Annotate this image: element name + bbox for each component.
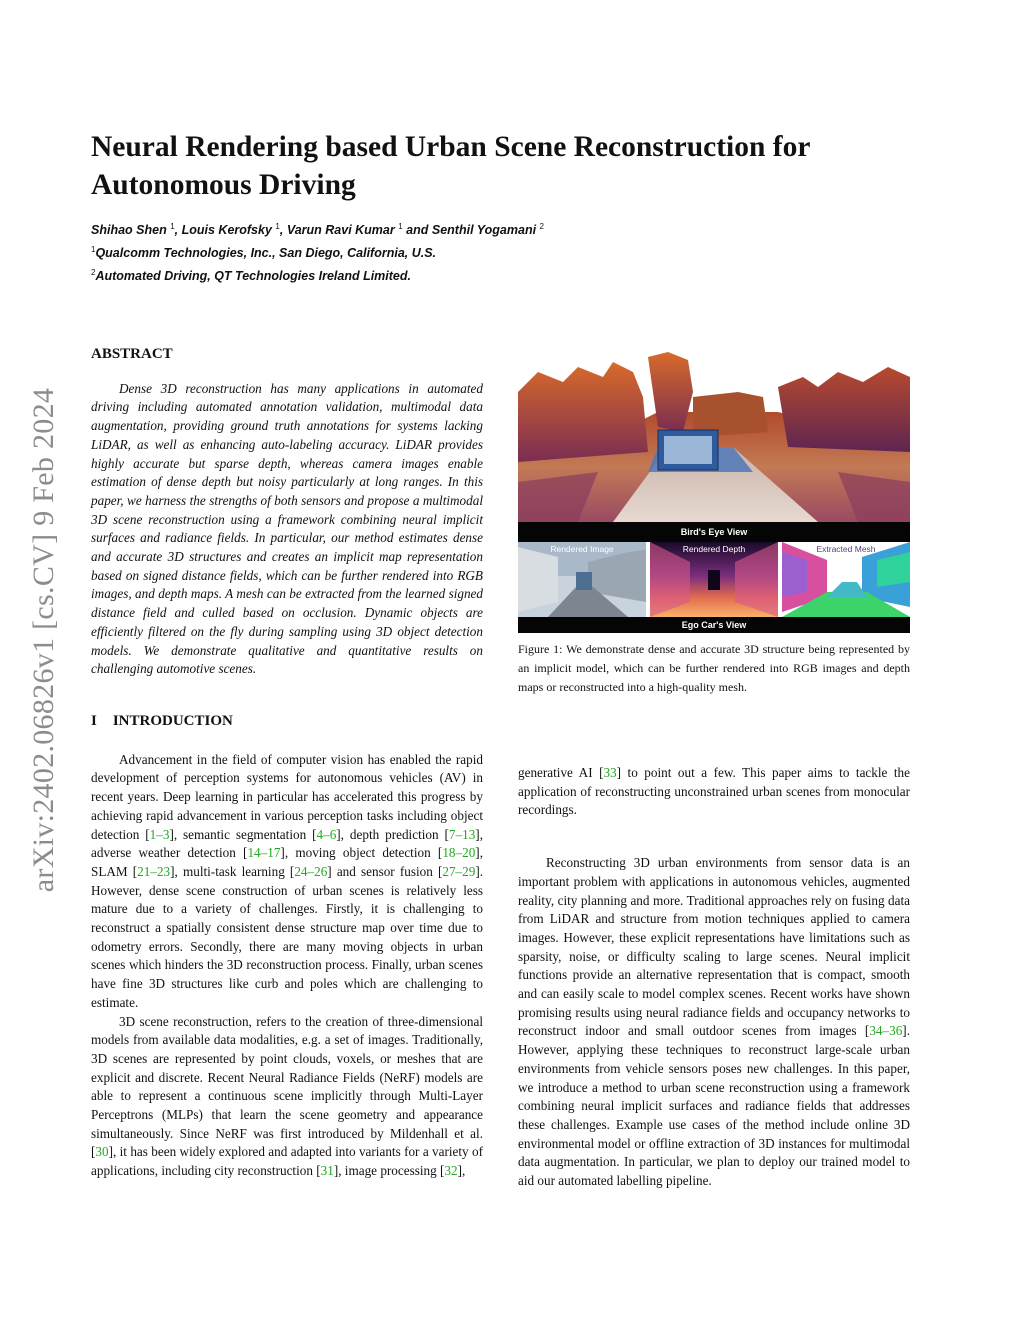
intro-paragraph-1: Advancement in the field of computer vision has enabled the rapid development of perception systems for autonomous vehicles (AV) in recent years. Deep learning in particular has accelerated this progress by achieving rapid advancement in various perception tasks including object detection [1–3], semantic segmentation [4–6], depth prediction [7–13], adverse weather detection [14–17], moving object detection [18–20], SLAM [21–23], multi-task learning [24–26] and sensor fusion [27–29]. However, dense scene construction of urban scenes is relatively less mature due to a variety of challenges. Firstly, it is challenging to reconstruct a spatially consistent dense structure map over time due to odometry errors. Secondly, there are many moving objects in urban scenes which hinders the 3D reconstruction process. Finally, urban scenes have fine 3D structures like curb and poles which are challenging to estimate. [91, 751, 484, 1010]
extracted-mesh-label: Extracted Mesh [816, 544, 876, 554]
birds-eye-view-label: Bird's Eye View [518, 522, 910, 542]
citation-link[interactable]: 4–6 [316, 826, 337, 842]
rendered-image-panel [518, 542, 646, 617]
affiliation-1: $^1$Qualcomm Technologies, Inc., San Diego, California, U.S. [91, 245, 437, 261]
citation-link[interactable]: 30 [95, 1144, 109, 1160]
citation-link[interactable]: 24–26 [294, 863, 328, 879]
paper-title: Neural Rendering based Urban Scene Reconstruction for Autonomous Driving [91, 131, 810, 201]
extracted-mesh-panel [782, 542, 910, 617]
citation-link[interactable]: 32 [444, 1163, 458, 1179]
intro-continued [518, 764, 910, 1191]
birds-eye-view-image [518, 352, 910, 522]
author-name: Shihao Shen [91, 223, 167, 238]
section-heading: I INTRODUCTION [91, 713, 233, 729]
author-name: Senthil Yogamani [431, 223, 537, 238]
citation-link[interactable]: 27–29 [442, 863, 476, 879]
citation-link[interactable]: 34–36 [869, 1023, 903, 1039]
ego-car-view-label: Ego Car's View [518, 617, 910, 633]
abstract-heading: ABSTRACT [91, 346, 173, 362]
citation-link[interactable]: 33 [603, 765, 617, 780]
intro-paragraph-3: generative AI [33] to point out a few. This paper aims to tackle the application of reconstructing unconstrained urban scenes from monocular recordings. [518, 765, 910, 818]
figure-caption: Figure 1: We demonstrate dense and accurate 3D structure being represented by an implicit model, which can be further rendered into RGB images and depth maps or reconstructed into a high-quality mesh. [518, 642, 910, 694]
citation-link[interactable]: 31 [320, 1163, 334, 1179]
citation-link[interactable]: 18–20 [442, 845, 476, 861]
figure-1 [518, 352, 910, 630]
rendered-depth-panel [650, 542, 778, 617]
introduction-section [91, 712, 483, 1181]
citation-link[interactable]: 21–23 [137, 863, 171, 879]
citation-link[interactable]: 14–17 [247, 845, 281, 861]
citation-link[interactable]: 7–13 [448, 826, 476, 842]
abstract-section [91, 345, 483, 679]
author-name: Louis Kerofsky [181, 223, 272, 238]
abstract-text: Dense 3D reconstruction has many applications in automated driving including automated annotation validation, multimodal data augmentation, providing ground truth annotations for systems lacking LiDAR, as well as enhancing auto-labeling accuracy. LiDAR provides highly accurate but sparse depth, whereas camera images enable estimation of dense depth but noisy particularly at long ranges. In this paper, we harness the strengths of both sensors and propose a multimodal 3D scene reconstruction using a framework combining neural implicit surfaces and radiance fields. In particular, our method estimates dense and accurate 3D structures and creates an implicit map representation based on signed distance fields, which can be further rendered into RGB images, and depth maps. A mesh can be extracted from the learned signed distance field and culled based on occlusion. Dynamic objects are efficiently filtered on the fly during sampling using 3D object detection models. We demonstrate qualitative and quantitative results on challenging automotive scenes. [91, 380, 483, 677]
affiliation-2: $^2$Automated Driving, QT Technologies Ireland Limited. [91, 268, 411, 284]
rendered-depth-label: Rendered Depth [682, 544, 746, 554]
rendered-image-label: Rendered Image [550, 544, 614, 554]
author-line: Shihao Shen $^1$, Louis Kerofsky $^1$, Varun Ravi Kumar $^1$ and Senthil Yogamani $^2$ [91, 222, 544, 238]
author-name: Varun Ravi Kumar [286, 223, 395, 238]
intro-paragraph-2: 3D scene reconstruction, refers to the creation of three-dimensional models from available data modalities, e.g. a set of images. Traditionally, 3D scenes are represented by point clouds, voxels, or meshes that are explicit and discrete. Recent Neural Radiance Fields (NeRF) models are able to represent a continuous scene implicitly through Multi-Layer Perceptrons (MLPs) that learn the scene geometry and appearance simultaneously. Since NeRF was first introduced by Mildenhall et al. [30], it has been widely explored and adapted into variants for a variety of applications, including city reconstruction [31], image processing [32], [91, 1013, 483, 1179]
citation-link[interactable]: 1–3 [149, 826, 170, 842]
author-block [91, 217, 544, 286]
intro-paragraph-4: Reconstructing 3D urban environments from sensor data is an important problem with applications in autonomous vehicles, augmented reality, city planning and more. Traditional approaches rely on fusing data from LiDAR and structure from motion techniques applied to camera images. However, these explicit representations have limitations such as sparsity, noise, or difficulty scaling to large scenes. Neural implicit functions provide an alternative representation that is compact, smooth and can easily scale to model complex scenes. Recent works have shown promising results using neural radiance fields and occupancy networks to reconstruct indoor and small outdoor scenes from images [34–36]. However, applying these techniques to reconstruct large-scale urban environments from vehicle sensors poses new challenges. In this paper, we introduce a method to urban scene reconstruction using a framework combining neural implicit surfaces and radiance fields that addresses these challenges. Example use cases of the method include online 3D environmental model or offline extraction of 3D instances for multimodal data augmentation. In particular, we plan to deploy our trained model to aid our automated labelling pipeline. [518, 855, 910, 1189]
